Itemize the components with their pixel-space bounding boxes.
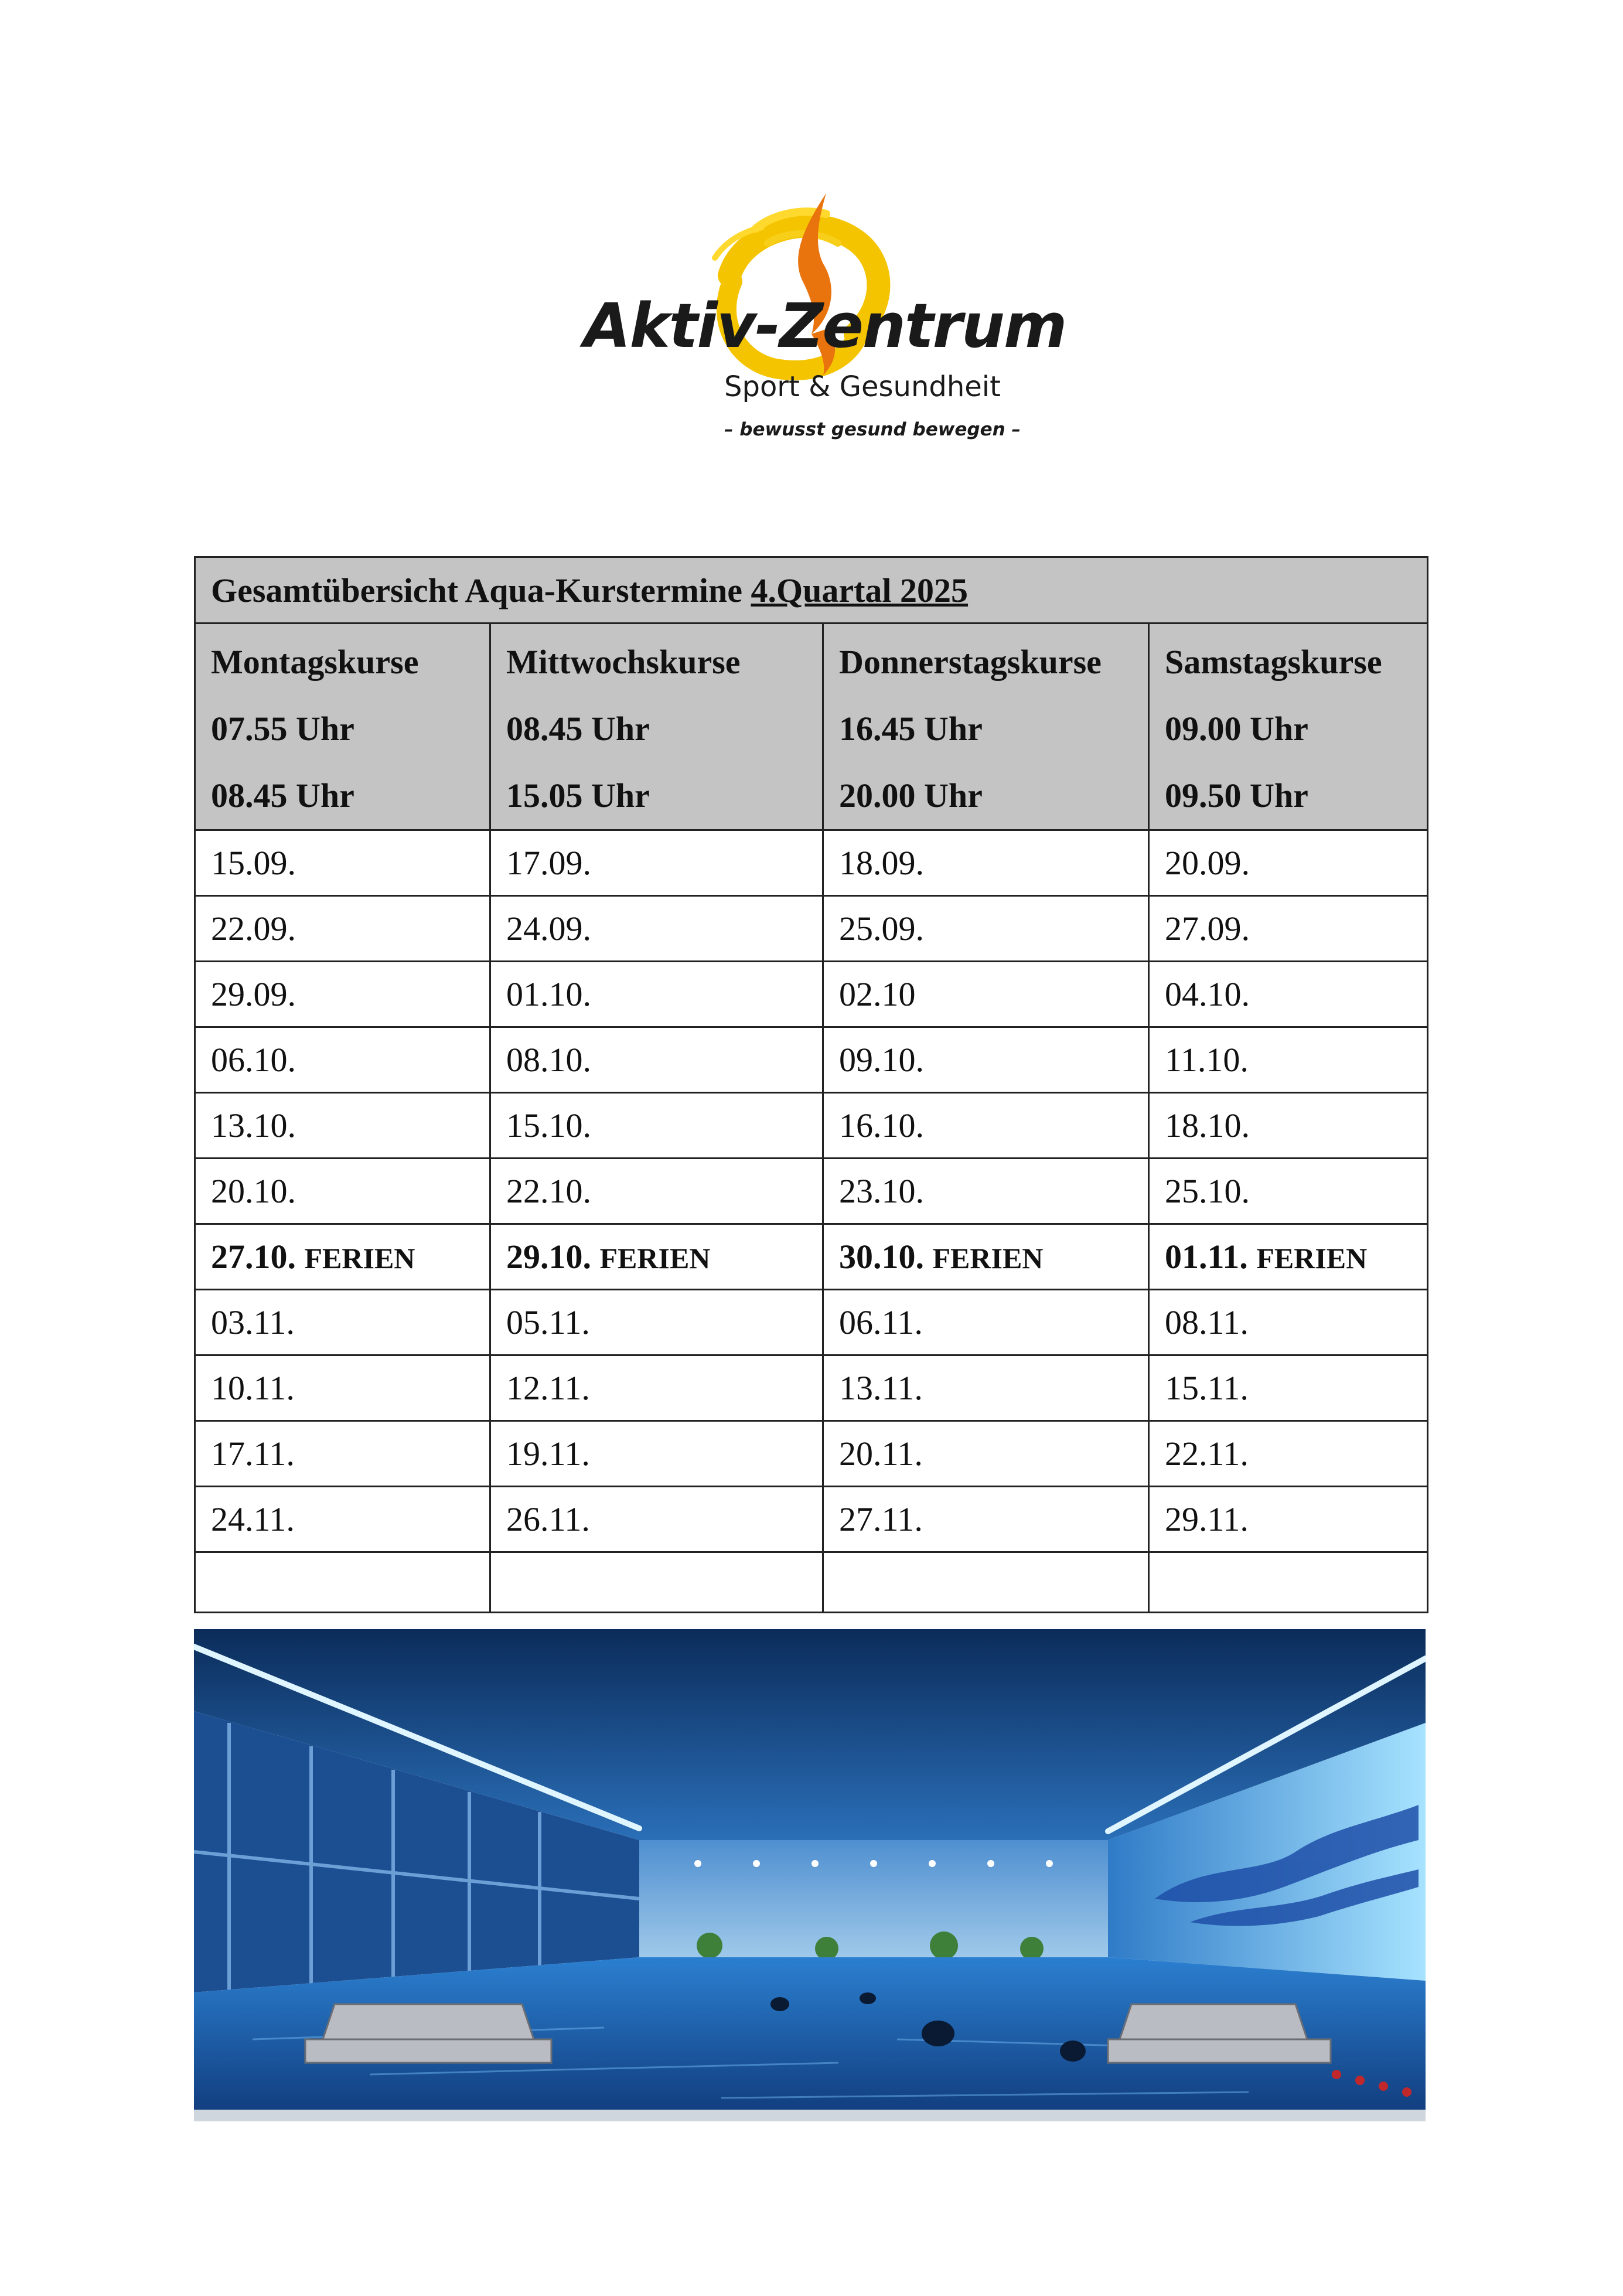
empty-cell — [823, 1552, 1149, 1613]
date-cell: 08.11. — [1149, 1290, 1428, 1355]
date-cell: 25.09. — [823, 896, 1149, 962]
date-cell: 22.09. — [195, 896, 490, 962]
holiday-label: FERIEN — [1256, 1242, 1368, 1275]
table-title — [195, 557, 1428, 624]
holiday-date: 30.10. — [839, 1238, 924, 1276]
date-cell: 05.11. — [490, 1290, 823, 1355]
date-cell: 27.09. — [1149, 896, 1428, 962]
holiday-label: FERIEN — [932, 1242, 1044, 1275]
column-time-1: 07.55 Uhr — [211, 710, 354, 748]
date-cell: 25.10. — [1149, 1159, 1428, 1224]
table-title-prefix: Gesamtübersicht Aqua-Kurstermine — [211, 571, 751, 609]
date-cell: 13.11. — [823, 1355, 1149, 1421]
date-cell: 15.10. — [490, 1093, 823, 1159]
column-time-2: 15.05 Uhr — [506, 776, 650, 815]
date-cell: 02.10 — [823, 962, 1149, 1027]
date-cell: 20.10. — [195, 1159, 490, 1224]
table-header-row — [195, 624, 1428, 830]
column-name: Mittwochskurse — [506, 643, 741, 681]
table-title-quarter: 4.Quartal 2025 — [751, 571, 969, 609]
date-cell: 04.10. — [1149, 962, 1428, 1027]
logo — [580, 188, 1066, 457]
indoor-pool-image — [194, 1629, 1426, 2121]
column-name: Samstagskurse — [1165, 643, 1382, 681]
date-cell: 09.10. — [823, 1027, 1149, 1093]
date-cell: 20.11. — [823, 1421, 1149, 1487]
logo-tagline: – bewusst gesund bewegen – — [724, 419, 1021, 440]
date-cell: 10.11. — [195, 1355, 490, 1421]
date-cell: 06.11. — [823, 1290, 1149, 1355]
logo-title: Aktiv-Zentrum — [584, 290, 1066, 362]
column-time-2: 08.45 Uhr — [211, 776, 354, 815]
empty-cell — [490, 1552, 823, 1613]
date-cell: 15.09. — [195, 830, 490, 896]
date-cell: 01.10. — [490, 962, 823, 1027]
date-cell: 27.11. — [823, 1487, 1149, 1552]
empty-row — [195, 1552, 1428, 1613]
table-row — [195, 896, 1428, 962]
date-cell: 12.11. — [490, 1355, 823, 1421]
date-cell: 26.11. — [490, 1487, 823, 1552]
column-name: Montagskurse — [211, 643, 419, 681]
table-title-row — [195, 557, 1428, 624]
table-row — [195, 1421, 1428, 1487]
table-row — [195, 1355, 1428, 1421]
date-cell: 18.10. — [1149, 1093, 1428, 1159]
holiday-cell — [490, 1224, 823, 1290]
date-cell: 15.11. — [1149, 1355, 1428, 1421]
pool-photo — [194, 1629, 1426, 2121]
table-row — [195, 1027, 1428, 1093]
column-time-2: 09.50 Uhr — [1165, 776, 1308, 815]
column-header-wednesday — [490, 624, 823, 830]
date-cell: 22.10. — [490, 1159, 823, 1224]
date-cell: 11.10. — [1149, 1027, 1428, 1093]
date-cell: 17.09. — [490, 830, 823, 896]
date-cell: 17.11. — [195, 1421, 490, 1487]
column-header-thursday — [823, 624, 1149, 830]
course-schedule-table — [194, 556, 1428, 1613]
date-cell: 29.09. — [195, 962, 490, 1027]
table-row — [195, 1093, 1428, 1159]
column-time-1: 16.45 Uhr — [839, 710, 983, 748]
holiday-label: FERIEN — [304, 1242, 415, 1275]
holiday-cell — [823, 1224, 1149, 1290]
empty-cell — [1149, 1552, 1428, 1613]
column-time-2: 20.00 Uhr — [839, 776, 983, 815]
column-header-monday — [195, 624, 490, 830]
date-cell: 06.10. — [195, 1027, 490, 1093]
date-cell: 23.10. — [823, 1159, 1149, 1224]
column-time-1: 08.45 Uhr — [506, 710, 650, 748]
date-cell: 18.09. — [823, 830, 1149, 896]
date-cell: 29.11. — [1149, 1487, 1428, 1552]
holiday-date: 01.11. — [1165, 1238, 1248, 1276]
date-cell: 24.09. — [490, 896, 823, 962]
date-cell: 16.10. — [823, 1093, 1149, 1159]
date-cell: 03.11. — [195, 1290, 490, 1355]
column-name: Donnerstagskurse — [839, 643, 1102, 681]
date-cell: 08.10. — [490, 1027, 823, 1093]
table-row — [195, 962, 1428, 1027]
holiday-label: FERIEN — [599, 1242, 711, 1275]
table-row — [195, 1159, 1428, 1224]
holiday-date: 29.10. — [506, 1238, 591, 1276]
holiday-cell — [195, 1224, 490, 1290]
holiday-cell — [1149, 1224, 1428, 1290]
date-cell: 22.11. — [1149, 1421, 1428, 1487]
table-row — [195, 830, 1428, 896]
date-cell: 13.10. — [195, 1093, 490, 1159]
holiday-row — [195, 1224, 1428, 1290]
date-cell: 20.09. — [1149, 830, 1428, 896]
logo-subtitle: Sport & Gesundheit — [724, 370, 1001, 403]
holiday-date: 27.10. — [211, 1238, 296, 1276]
date-cell: 19.11. — [490, 1421, 823, 1487]
empty-cell — [195, 1552, 490, 1613]
date-cell: 24.11. — [195, 1487, 490, 1552]
column-header-saturday — [1149, 624, 1428, 830]
table-row — [195, 1290, 1428, 1355]
column-time-1: 09.00 Uhr — [1165, 710, 1308, 748]
table-row — [195, 1487, 1428, 1552]
